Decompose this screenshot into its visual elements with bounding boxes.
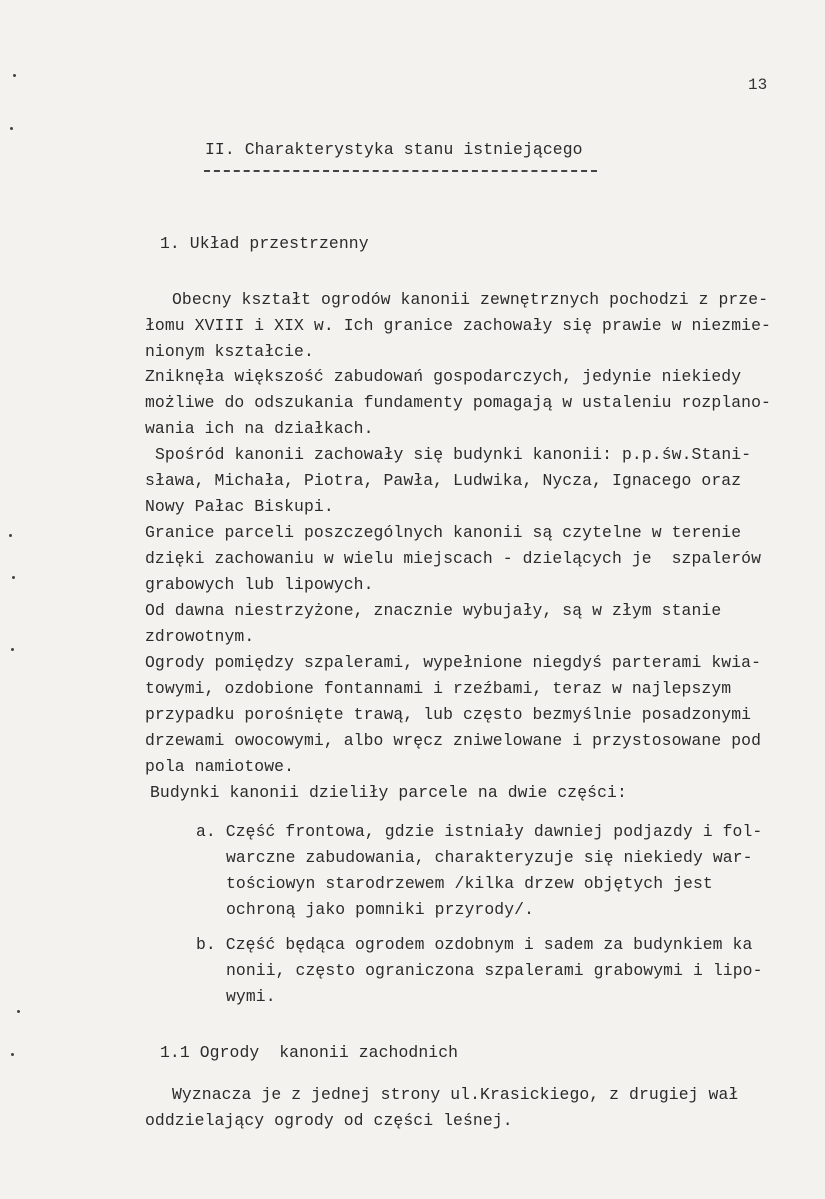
body-line: wania ich na działkach. [145, 419, 374, 438]
margin-speck [11, 1053, 14, 1056]
body-line: Nowy Pałac Biskupi. [145, 497, 334, 516]
body-line: Budynki kanonii dzieliły parcele na dwie części: [150, 783, 627, 802]
heading-underline [204, 170, 597, 172]
margin-speck [13, 74, 16, 77]
list-item-a-line: tościowyn starodrzewem /kilka drzew objętych jest [226, 874, 713, 893]
body-line: łomu XVIII i XIX w. Ich granice zachowały się prawie w niezmie- [145, 316, 771, 335]
section-title-1: 1. Układ przestrzenny [160, 234, 369, 253]
margin-speck [12, 576, 15, 579]
page-number: 13 [748, 76, 768, 94]
body-line: możliwe do odszukania fundamenty pomagają w ustaleniu rozplano- [145, 393, 771, 412]
body-line: Obecny kształt ogrodów kanonii zewnętrznych pochodzi z prze- [172, 290, 769, 309]
body-line: Wyznacza je z jednej strony ul.Krasickiego, z drugiej wał [172, 1085, 739, 1104]
margin-speck [11, 648, 14, 651]
body-line: zdrowotnym. [145, 627, 255, 646]
body-line: nionym kształcie. [145, 342, 314, 361]
body-line: dzięki zachowaniu w wielu miejscach - dzielących je szpalerów [145, 549, 762, 568]
body-line: towymi, ozdobione fontannami i rzeźbami, teraz w najlepszym [145, 679, 732, 698]
list-item-a-line: ochroną jako pomniki przyrody/. [226, 900, 535, 919]
body-line: Od dawna niestrzyżone, znacznie wybujały, są w złym stanie [145, 601, 722, 620]
body-line: pola namiotowe. [145, 757, 295, 776]
body-line: Ogrody pomiędzy szpalerami, wypełnione niegdyś parterami kwia- [145, 653, 762, 672]
body-line: sława, Michała, Piotra, Pawła, Ludwika, Nycza, Ignacego oraz [145, 471, 742, 490]
body-line: Spośród kanonii zachowały się budynki kanonii: p.p.św.Stani- [155, 445, 752, 464]
body-line: Granice parceli poszczególnych kanonii są czytelne w terenie [145, 523, 742, 542]
list-item-b-line: wymi. [226, 987, 276, 1006]
body-line: drzewami owocowymi, albo wręcz zniwelowane i przystosowane pod [145, 731, 762, 750]
body-line: oddzielający ogrody od części leśnej. [145, 1111, 513, 1130]
margin-speck [17, 1010, 20, 1013]
body-line: grabowych lub lipowych. [145, 575, 374, 594]
chapter-heading: II. Charakterystyka stanu istniejącego [205, 140, 583, 159]
section-title-1-1: 1.1 Ogrody kanonii zachodnich [160, 1043, 459, 1062]
margin-speck [10, 127, 13, 130]
body-line: przypadku porośnięte trawą, lub często bezmyślnie posadzonymi [145, 705, 752, 724]
list-item-b-line: nonii, często ograniczona szpalerami grabowymi i lipo- [226, 961, 763, 980]
list-item-a-line: warczne zabudowania, charakteryzuje się niekiedy war- [226, 848, 753, 867]
margin-speck [9, 534, 12, 537]
body-line: Zniknęła większość zabudowań gospodarczych, jedynie niekiedy [145, 367, 742, 386]
list-item-a: a. Część frontowa, gdzie istniały dawniej podjazdy i fol- [196, 822, 763, 841]
list-item-b: b. Część będąca ogrodem ozdobnym i sadem za budynkiem ka [196, 935, 753, 954]
